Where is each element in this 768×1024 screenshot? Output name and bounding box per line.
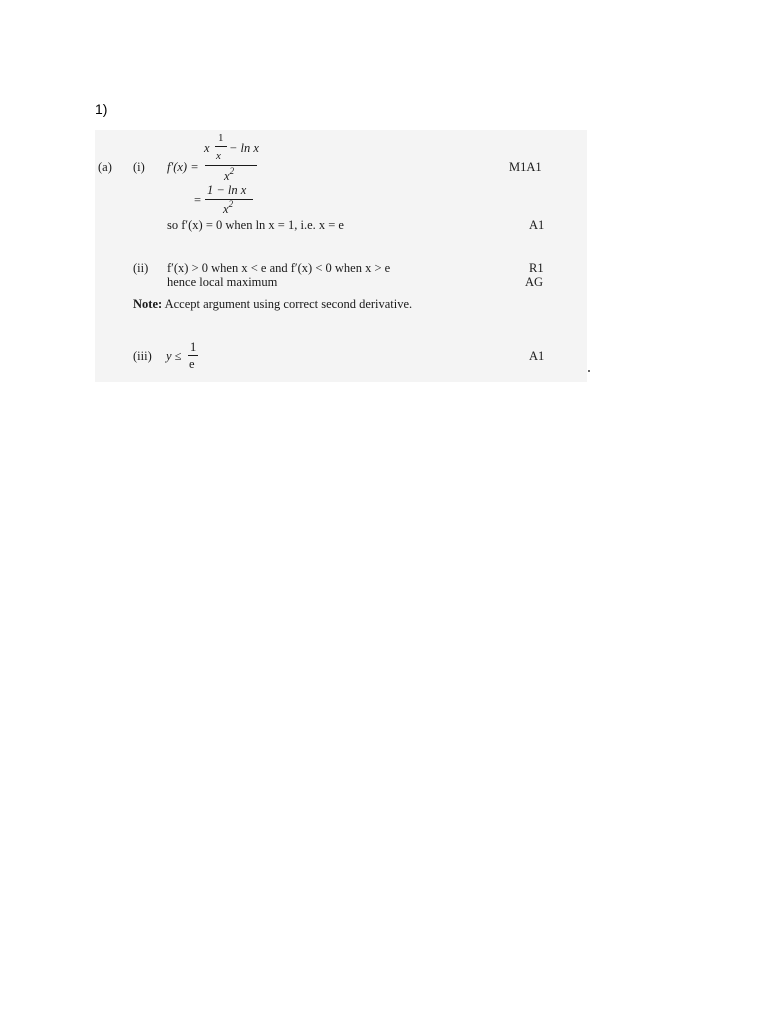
mark-ag: AG xyxy=(525,275,544,289)
question-number: 1) xyxy=(95,101,108,117)
mark-m1a1: M1A1 xyxy=(509,160,542,174)
iii-numerator: 1 xyxy=(190,340,197,354)
part-a-label: (a) xyxy=(98,160,112,174)
part-i-label: (i) xyxy=(133,160,145,174)
denominator-1: $x^2$ xyxy=(224,166,235,183)
inner-frac-denominator: x xyxy=(216,150,221,162)
mark-r1: R1 xyxy=(529,261,544,275)
fprime-lhs: f′(x) = xyxy=(167,160,199,174)
conclusion-i: so f′(x) = 0 when ln x = 1, i.e. x = e xyxy=(167,218,344,232)
minus-ln-x: − ln x xyxy=(229,141,259,155)
iii-frac-bar xyxy=(188,355,198,356)
ii-line-1: f′(x) > 0 when x < e and f′(x) < 0 when x > e xyxy=(167,261,391,275)
iii-denominator: e xyxy=(189,357,195,371)
inner-x: x xyxy=(204,141,210,155)
equals-sign: = xyxy=(194,193,202,207)
numerator-2: 1 − ln x xyxy=(207,183,247,197)
ii-line-2: hence local maximum xyxy=(167,275,278,289)
mark-a1-iii: A1 xyxy=(529,349,545,363)
note: Note: Accept argument using correct second derivative. xyxy=(133,297,413,311)
inner-frac-numerator: 1 xyxy=(218,132,224,144)
part-ii-label: (ii) xyxy=(133,261,149,275)
part-iii-label: (iii) xyxy=(133,349,152,363)
stray-dot xyxy=(588,370,590,372)
denominator-2: $x^2$ xyxy=(223,199,234,216)
mark-a1-i: A1 xyxy=(529,218,545,232)
inner-frac-bar xyxy=(215,146,227,147)
iii-inequality: y ≤ xyxy=(166,349,182,363)
